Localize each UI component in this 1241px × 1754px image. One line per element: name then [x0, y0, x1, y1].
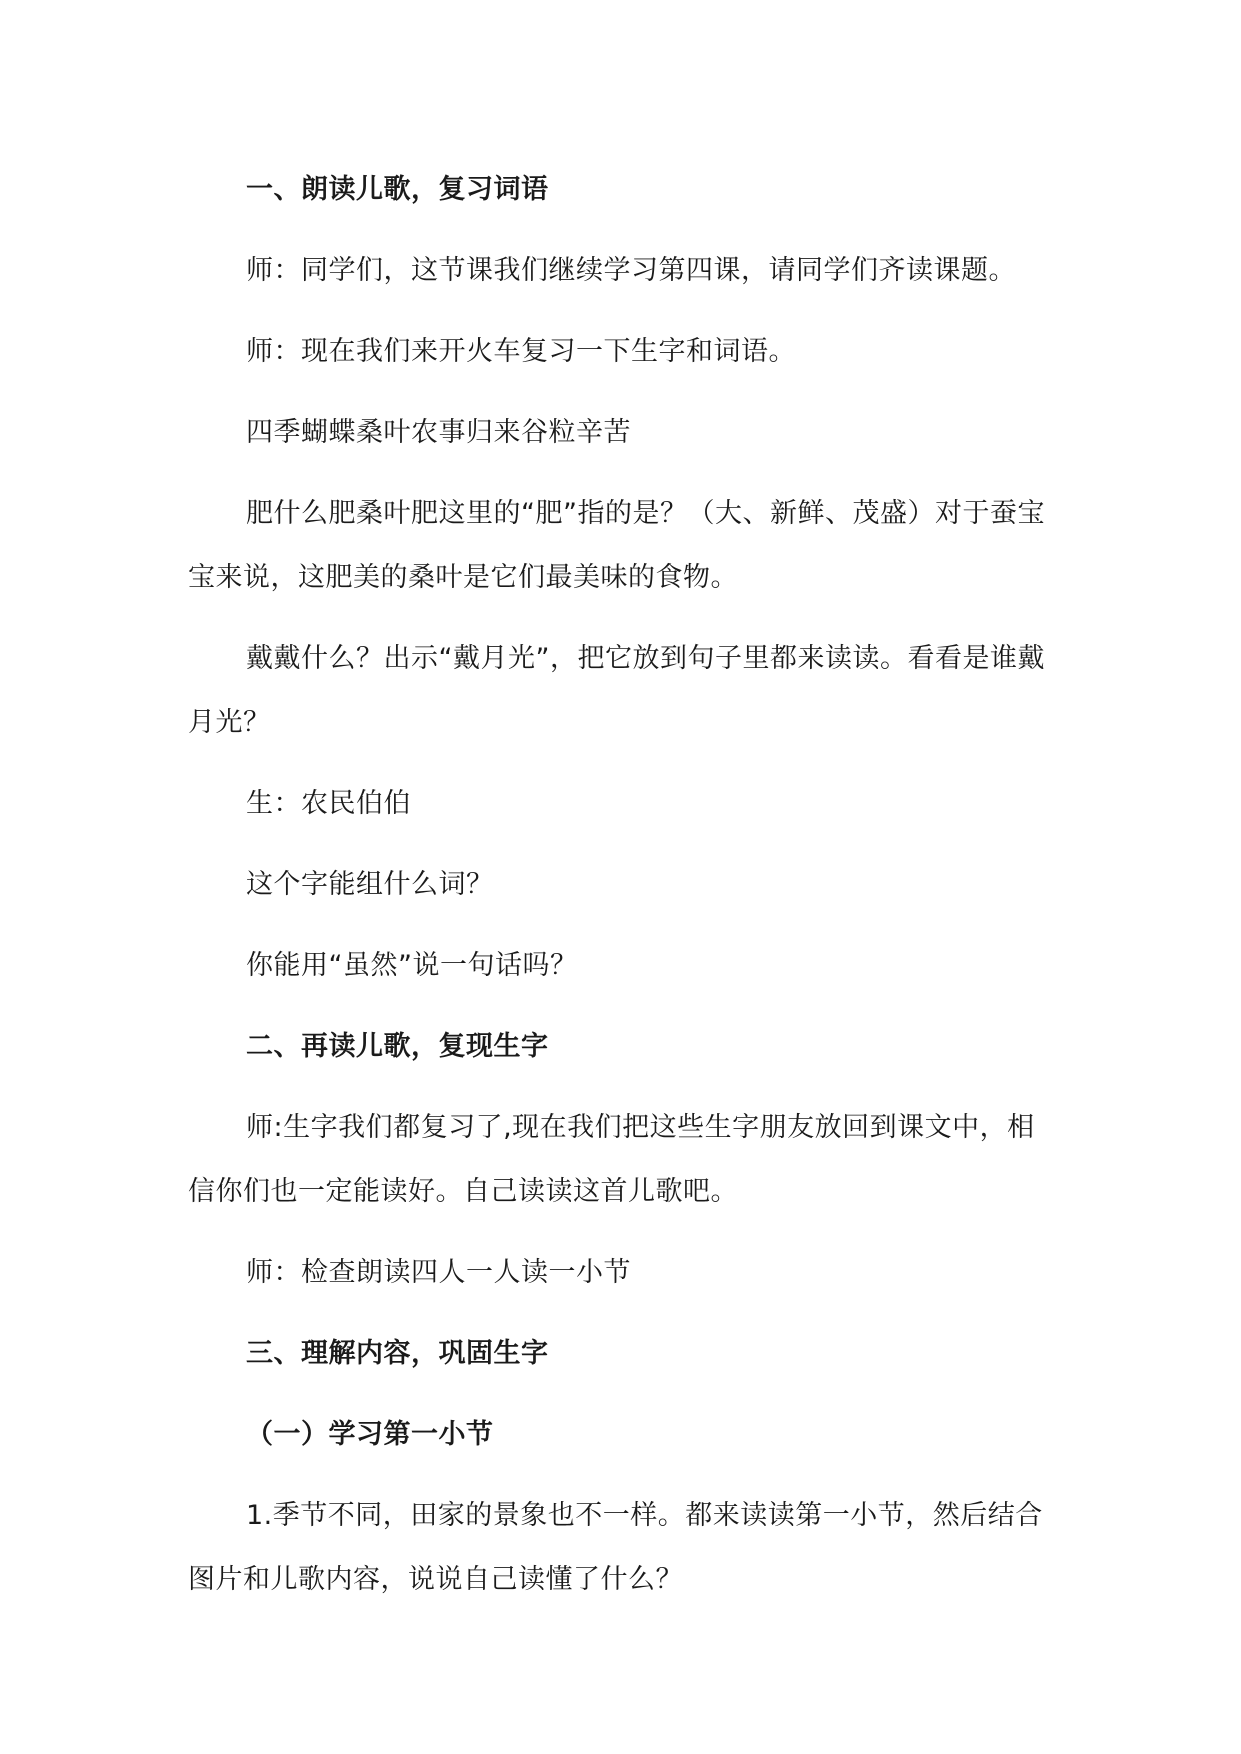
paragraph: 1.季节不同，田家的景象也不一样。都来读读第一小节，然后结合图片和儿歌内容，说说自己读懂了什么？	[188, 1500, 1043, 1595]
paragraph: 这个字能组什么词？	[246, 869, 494, 900]
paragraph: 师:生字我们都复习了,现在我们把这些生字朋友放回到课文中，相信你们也一定能读好。自己读读这首儿歌吧。	[188, 1112, 1035, 1207]
paragraph: 生：农民伯伯	[246, 788, 411, 819]
document-body	[188, 158, 1060, 1629]
paragraph: 师：现在我们来开火车复习一下生字和词语。	[246, 336, 796, 367]
heading-3: 三、理解内容，巩固生字	[246, 1338, 549, 1369]
heading-2: 二、再读儿歌，复现生字	[246, 1031, 549, 1062]
paragraph: 你能用“虽然”说一句话吗？	[246, 950, 578, 981]
paragraph: 四季蝴蝶桑叶农事归来谷粒辛苦	[246, 417, 631, 448]
paragraph: 师：检查朗读四人一人读一小节	[246, 1257, 631, 1288]
paragraph: 戴戴什么？出示“戴月光”，把它放到句子里都来读读。看看是谁戴月光？	[188, 643, 1045, 738]
paragraph: 师：同学们，这节课我们继续学习第四课，请同学们齐读课题。	[246, 255, 1016, 286]
paragraph: 肥什么肥桑叶肥这里的“肥”指的是？（大、新鲜、茂盛）对于蚕宝宝来说，这肥美的桑叶是它们最美味的食物。	[188, 498, 1045, 593]
heading-1: 一、朗读儿歌，复习词语	[246, 174, 549, 205]
subheading-1: （一）学习第一小节	[246, 1419, 494, 1450]
